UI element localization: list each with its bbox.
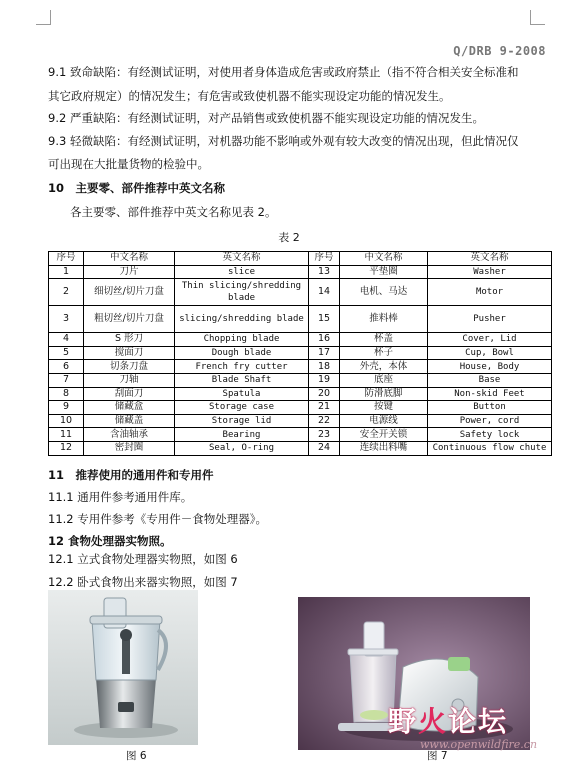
table-row (49, 441, 552, 455)
cell-en-name: Dough blade (175, 346, 309, 360)
cell-no: 22 (309, 414, 340, 428)
cell-no: 8 (49, 387, 84, 401)
cell-no: 2 (49, 279, 84, 306)
cell-no: 15 (309, 306, 340, 333)
cell-no: 21 (309, 401, 340, 415)
figure-6-caption: 图 6 (126, 750, 147, 762)
cell-cn-name: 外壳，本体 (340, 360, 428, 374)
section-9-1-line-2: 其它政府规定）的情况发生；有危害或致使机器不能实现设定功能的情况发生。 (48, 89, 451, 103)
cell-no: 9 (49, 401, 84, 415)
cell-no: 17 (309, 346, 340, 360)
cell-en-name: Bearing (175, 428, 309, 442)
cell-no: 5 (49, 346, 84, 360)
section-11-2: 11.2 专用件参考《专用件－食物处理器》。 (48, 512, 268, 526)
cell-en-name: Safety lock (428, 428, 552, 442)
cell-en-name: Non-skid Feet (428, 387, 552, 401)
cell-cn-name: 储藏盖 (84, 414, 175, 428)
cell-no: 14 (309, 279, 340, 306)
cell-cn-name: 储藏盒 (84, 401, 175, 415)
cell-no: 18 (309, 360, 340, 374)
cell-cn-name: 搅面刀 (84, 346, 175, 360)
cell-en-name: Motor (428, 279, 552, 306)
section-11-heading: 11 推荐使用的通用件和专用件 (48, 468, 214, 482)
cell-no: 16 (309, 333, 340, 347)
cell-cn-name: 细切丝/切片刀盘 (84, 279, 175, 306)
cell-no: 23 (309, 428, 340, 442)
cell-cn-name: 粗切丝/切片刀盘 (84, 306, 175, 333)
cell-cn-name: 按键 (340, 401, 428, 415)
cell-en-name: Spatula (175, 387, 309, 401)
section-9-2: 9.2 严重缺陷：有经测试证明，对产品销售或致使机器不能实现设定功能的情况发生。 (48, 111, 484, 125)
cell-cn-name: 安全开关锁 (340, 428, 428, 442)
cell-cn-name: 推料棒 (340, 306, 428, 333)
page-corner-mark-left (36, 10, 51, 25)
cell-no: 4 (49, 333, 84, 347)
table-row (49, 373, 552, 387)
header-cn-2: 中文名称 (340, 252, 428, 266)
section-9-3-line-2: 可出现在大批量货物的检验中。 (48, 157, 209, 171)
table-row (49, 428, 552, 442)
table-header-row (49, 252, 552, 266)
table-row (49, 346, 552, 360)
table-row (49, 265, 552, 279)
table-row (49, 387, 552, 401)
section-12-1: 12.1 立式食物处理器实物照，如图 6 (48, 552, 238, 566)
cell-en-name: House, Body (428, 360, 552, 374)
cell-en-name: Pusher (428, 306, 552, 333)
watermark-logo (388, 700, 508, 740)
section-11-1: 11.1 通用件参考通用件库。 (48, 490, 193, 504)
cell-no: 24 (309, 441, 340, 455)
parts-name-table (48, 251, 552, 456)
watermark-char-1: 野 (388, 705, 419, 738)
header-cn-1: 中文名称 (84, 252, 175, 266)
cell-en-name: Cup, Bowl (428, 346, 552, 360)
cell-en-name: Storage case (175, 401, 309, 415)
table-row (49, 360, 552, 374)
cell-cn-name: 连续出料嘴 (340, 441, 428, 455)
cell-en-name: Seal, O-ring (175, 441, 309, 455)
table-caption: 表 2 (278, 231, 300, 244)
cell-no: 10 (49, 414, 84, 428)
header-en-2: 英文名称 (428, 252, 552, 266)
section-12-heading: 12 食物处理器实物照。 (48, 534, 172, 548)
cell-no: 13 (309, 265, 340, 279)
table-row (49, 279, 552, 306)
cell-en-name: Cover, Lid (428, 333, 552, 347)
page-corner-mark-right (530, 10, 545, 25)
cell-no: 20 (309, 387, 340, 401)
cell-cn-name: 密封圈 (84, 441, 175, 455)
cell-en-name: Storage lid (175, 414, 309, 428)
cell-en-name: slice (175, 265, 309, 279)
cell-en-name: Power, cord (428, 414, 552, 428)
cell-cn-name: 防滑底脚 (340, 387, 428, 401)
cell-cn-name: 刮面刀 (84, 387, 175, 401)
header-no-1: 序号 (49, 252, 84, 266)
cell-cn-name: S 形刀 (84, 333, 175, 347)
document-id: Q/DRB 9-2008 (453, 44, 546, 58)
header-no-2: 序号 (309, 252, 340, 266)
cell-en-name: Chopping blade (175, 333, 309, 347)
table-row (49, 401, 552, 415)
cell-no: 11 (49, 428, 84, 442)
cell-cn-name: 杯盖 (340, 333, 428, 347)
cell-cn-name: 电机、马达 (340, 279, 428, 306)
cell-en-name: Blade Shaft (175, 373, 309, 387)
table-row (49, 306, 552, 333)
cell-cn-name: 杯子 (340, 346, 428, 360)
cell-cn-name: 刀片 (84, 265, 175, 279)
section-9-3-line-1: 9.3 轻微缺陷：有经测试证明，对机器功能不影响或外观有较大改变的情况出现，但此情况仅 (48, 134, 519, 148)
cell-en-name: Base (428, 373, 552, 387)
cell-cn-name: 底座 (340, 373, 428, 387)
figure-6-photo (48, 590, 198, 745)
cell-en-name: French fry cutter (175, 360, 309, 374)
cell-cn-name: 平垫圈 (340, 265, 428, 279)
section-10-body: 各主要零、部件推荐中英文名称见表 2。 (70, 205, 277, 219)
cell-no: 6 (49, 360, 84, 374)
cell-cn-name: 刀轴 (84, 373, 175, 387)
cell-en-name: Continuous flow chute (428, 441, 552, 455)
section-9-1-line-1: 9.1 致命缺陷：有经测试证明，对使用者身体造成危害或政府禁止（指不符合相关安全标准和 (48, 65, 519, 79)
cell-no: 19 (309, 373, 340, 387)
cell-cn-name: 含油轴承 (84, 428, 175, 442)
cell-en-name: Button (428, 401, 552, 415)
table-row (49, 333, 552, 347)
cell-no: 3 (49, 306, 84, 333)
cell-en-name: Thin slicing/shredding blade (175, 279, 309, 306)
cell-cn-name: 切条刀盘 (84, 360, 175, 374)
cell-no: 7 (49, 373, 84, 387)
section-10-heading: 10 主要零、部件推荐中英文名称 (48, 181, 226, 195)
table-row (49, 414, 552, 428)
cell-cn-name: 电源线 (340, 414, 428, 428)
cell-no: 12 (49, 441, 84, 455)
cell-en-name: slicing/shredding blade (175, 306, 309, 333)
watermark-char-2: 火 (418, 705, 449, 738)
section-12-2: 12.2 卧式食物出来器实物照，如图 7 (48, 575, 238, 589)
cell-en-name: Washer (428, 265, 552, 279)
figure-7-caption: 图 7 (427, 750, 448, 762)
watermark-url: www.openwildfire.cn (420, 738, 538, 751)
header-en-1: 英文名称 (175, 252, 309, 266)
cell-no: 1 (49, 265, 84, 279)
watermark-char-3: 论坛 (448, 705, 509, 738)
